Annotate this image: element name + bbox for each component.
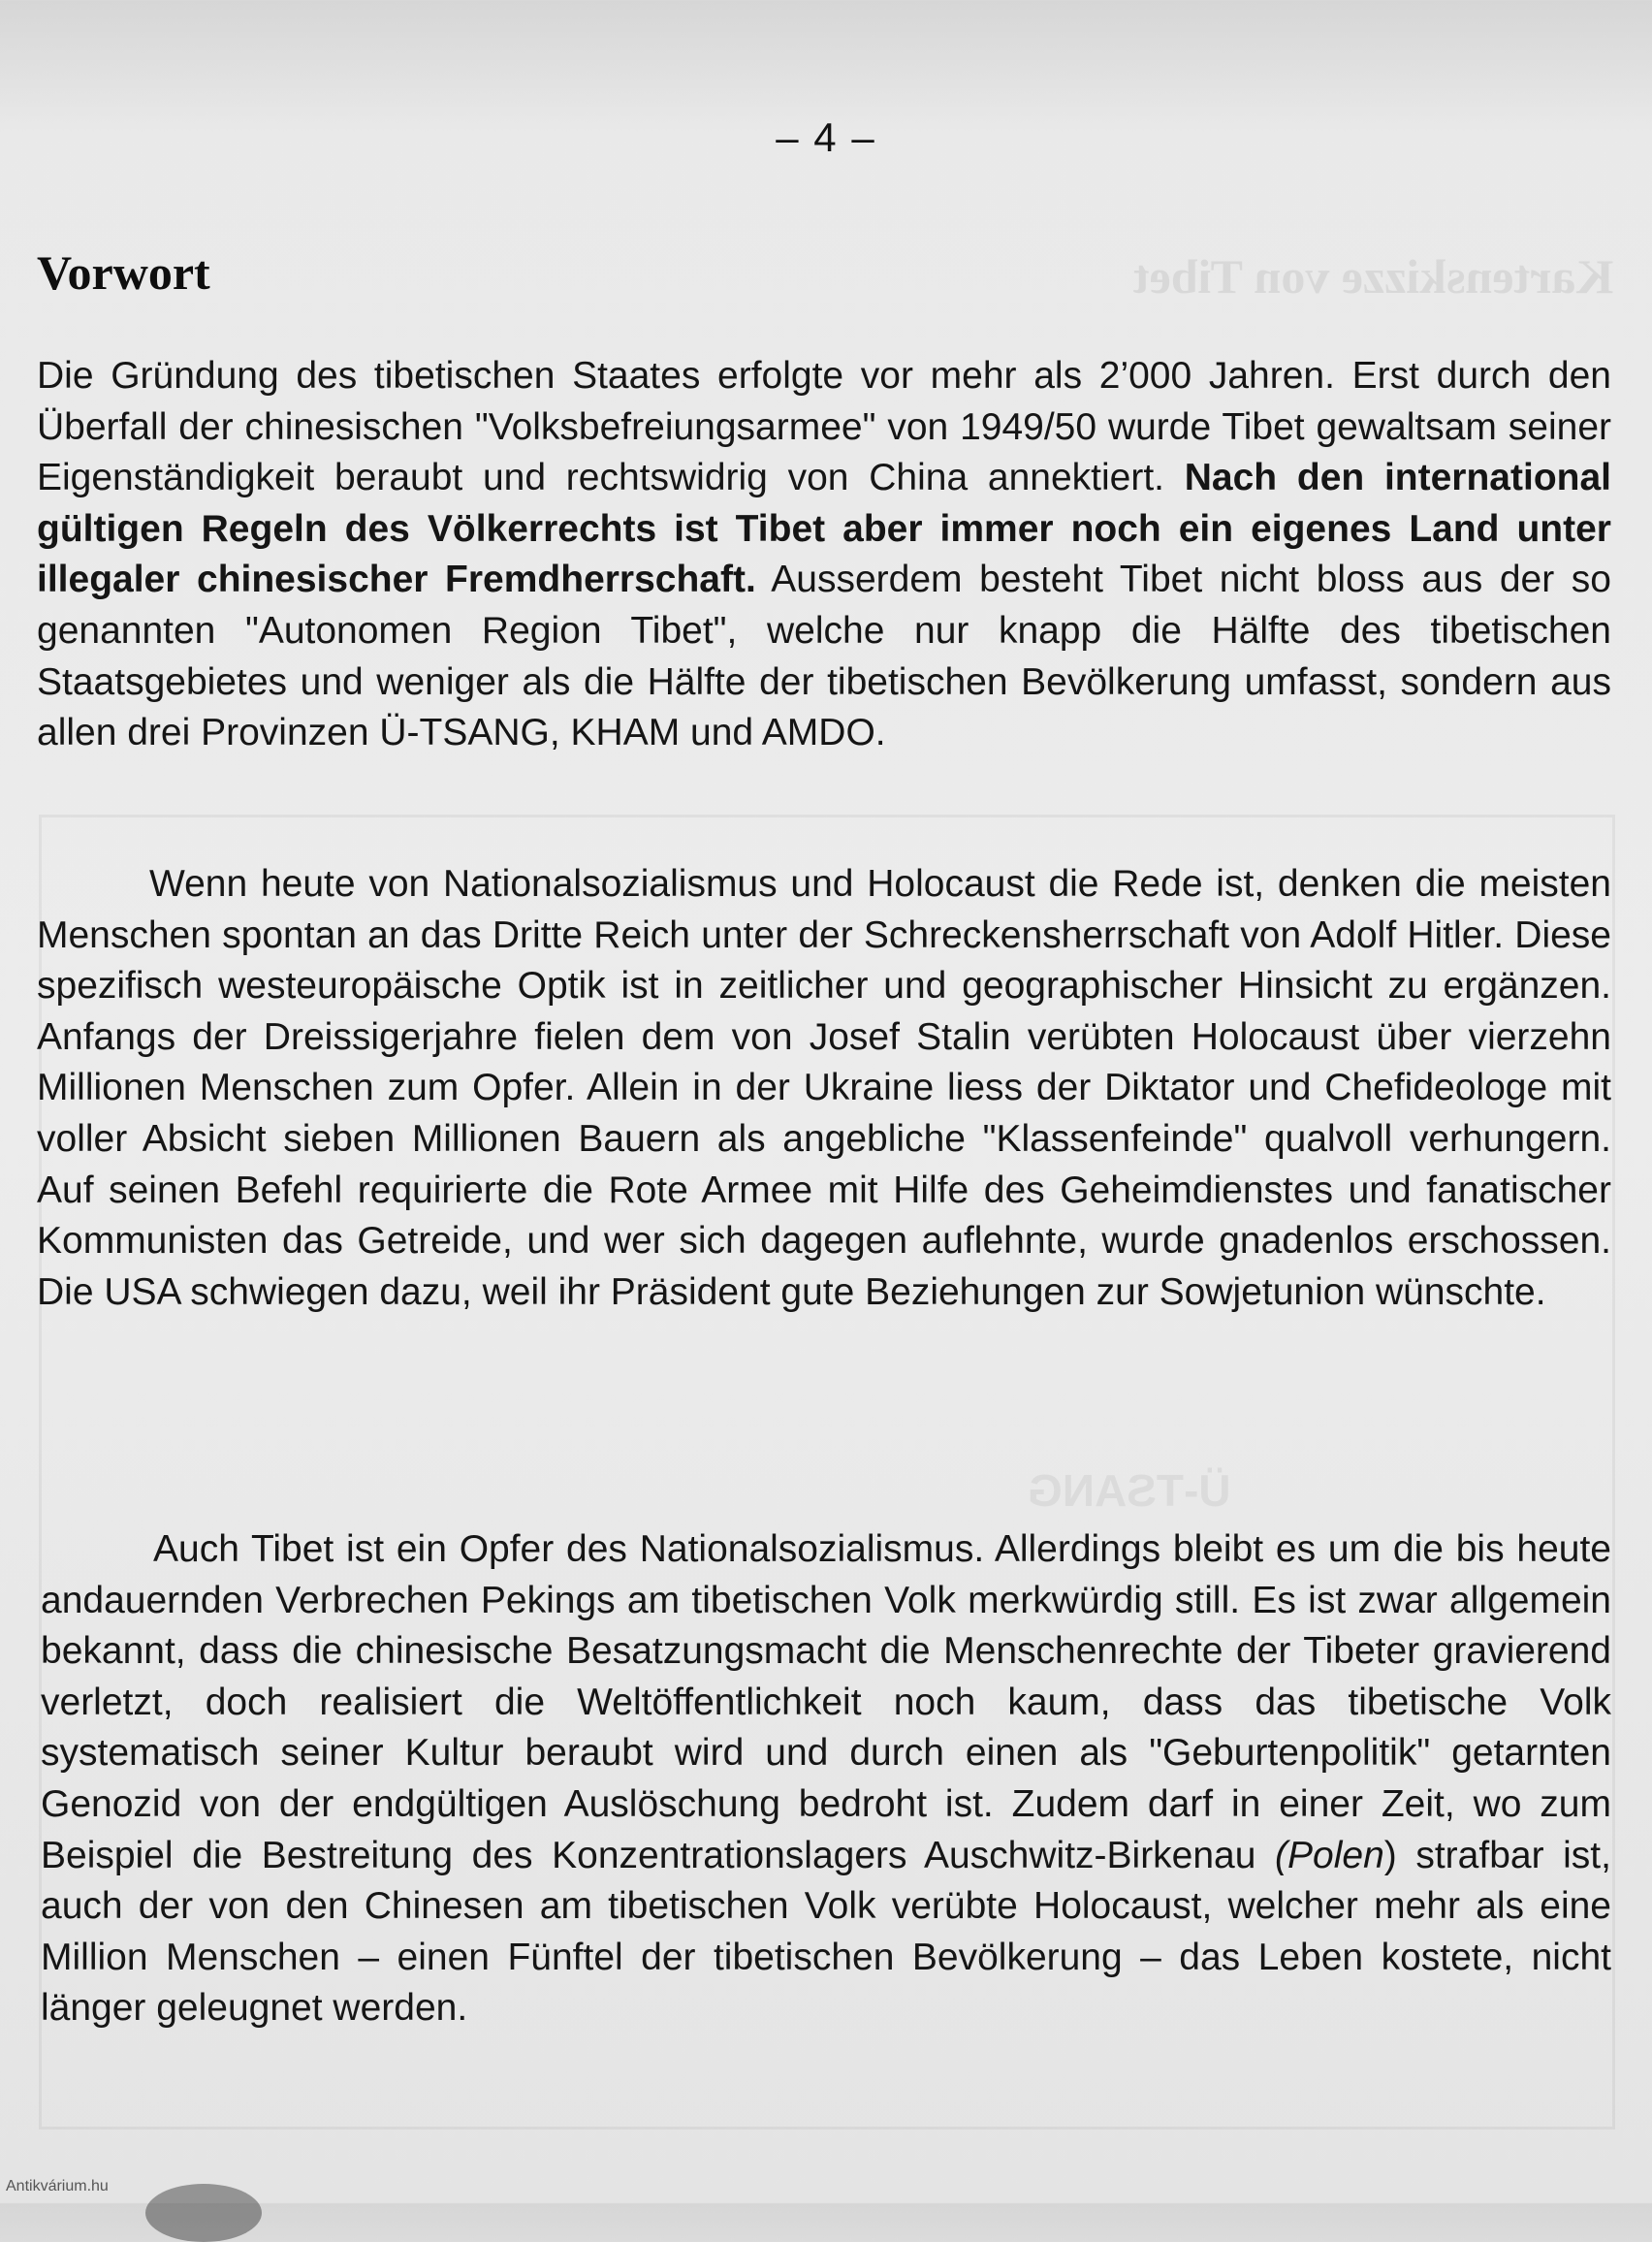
reverse-page-title: Kartenskizze von Tibet [1132,249,1613,304]
paragraph-3-text-start: Auch Tibet ist ein Opfer des Nationalsozialismus. Allerdings bleibt es um die bis heute andauernden Verbrechen Pekings am tibetischen Volk merkwürdig still. Es ist zwar allgemein bekannt, dass die chinesische Besatzungsmacht die Menschenrechte der Tibeter gravierend verletzt, doch realisiert die Weltöffentlichkeit noch kaum, dass das tibetische Volk systematisch seiner Kultur beraubt wird und durch einen als "Geburtenpolitik" getarnten Genozid von der endgültigen Auslöschung bedroht ist. Zudem darf in einer Zeit, wo zum Beispiel die Bestreitung des Konzentrationslagers Auschwitz-Birkenau [41,1528,1611,1876]
paragraph-3-italic-text: (Polen [1275,1834,1384,1876]
watermark: Antikvárium.hu [6,2178,109,2194]
paragraph-1-text-end: Ausserdem besteht Tibet nicht bloss aus der so genannten "Autonomen Region Tibet", welche nur knapp die Hälfte des tibetischen Staatsgebietes und weniger als die Hälfte der tibetischen Bevölkerung umfasst, sondern aus allen drei Provinzen Ü-TSANG, KHAM und AMDO. [37,559,1611,754]
paragraph-3-text-end: ) strafbar ist, auch der von den Chinesen am tibetischen Volk verübte Holocaust, welcher mehr als eine Million Menschen – einen Fünftel der tibetischen Bevölkerung – das Leben kostete, nicht länger geleugnet werden. [41,1834,1611,2030]
page-number: – 4 – [776,114,876,160]
section-heading: Vorwort [37,245,210,300]
reverse-page-map-label: Ü-TSANG [1028,1465,1231,1516]
page-corner-shadow [145,2184,262,2242]
paragraph-3 [41,1524,1611,2034]
paragraph-1-text-start: Die Gründung des tibetischen Staates erfolgte vor mehr als 2’000 Jahren. Erst durch den Überfall der chinesischen "Volksbefreiungsarmee" von 1949/50 wurde Tibet gewaltsam seiner Eigenständigkeit beraubt und rechtswidrig von China annektiert. [37,355,1611,499]
paragraph-1-bold-text: Nach den international gültigen Regeln des Völkerrechts ist Tibet aber immer noch ein eigenes Land unter illegaler chinesischer Fremdherrschaft. [37,457,1611,601]
paragraph-1 [37,351,1611,759]
paragraph-2: Wenn heute von Nationalsozialismus und Holocaust die Rede ist, denken die meisten Menschen spontan an das Dritte Reich unter der Schreckensherrschaft von Adolf Hitler. Diese spezifisch westeuropäische Optik ist in zeitlicher und geographischer Hinsicht zu ergänzen. Anfangs der Dreissigerjahre fielen dem von Josef Stalin verübten Holocaust über vierzehn Millionen Menschen zum Opfer. Allein in der Ukraine liess der Diktator und Chefideologe mit voller Absicht sieben Millionen Bauern als angebliche "Klassenfeinde" qualvoll verhungern. Auf seinen Befehl requirierte die Rote Armee mit Hilfe des Geheimdienstes und fanatischer Kommunisten das Getreide, und wer sich dagegen auflehnte, wurde gnadenlos erschossen. Die USA schwiegen dazu, weil ihr Präsident gute Beziehungen zur Sowjetunion wünschte. [37,863,1611,1313]
